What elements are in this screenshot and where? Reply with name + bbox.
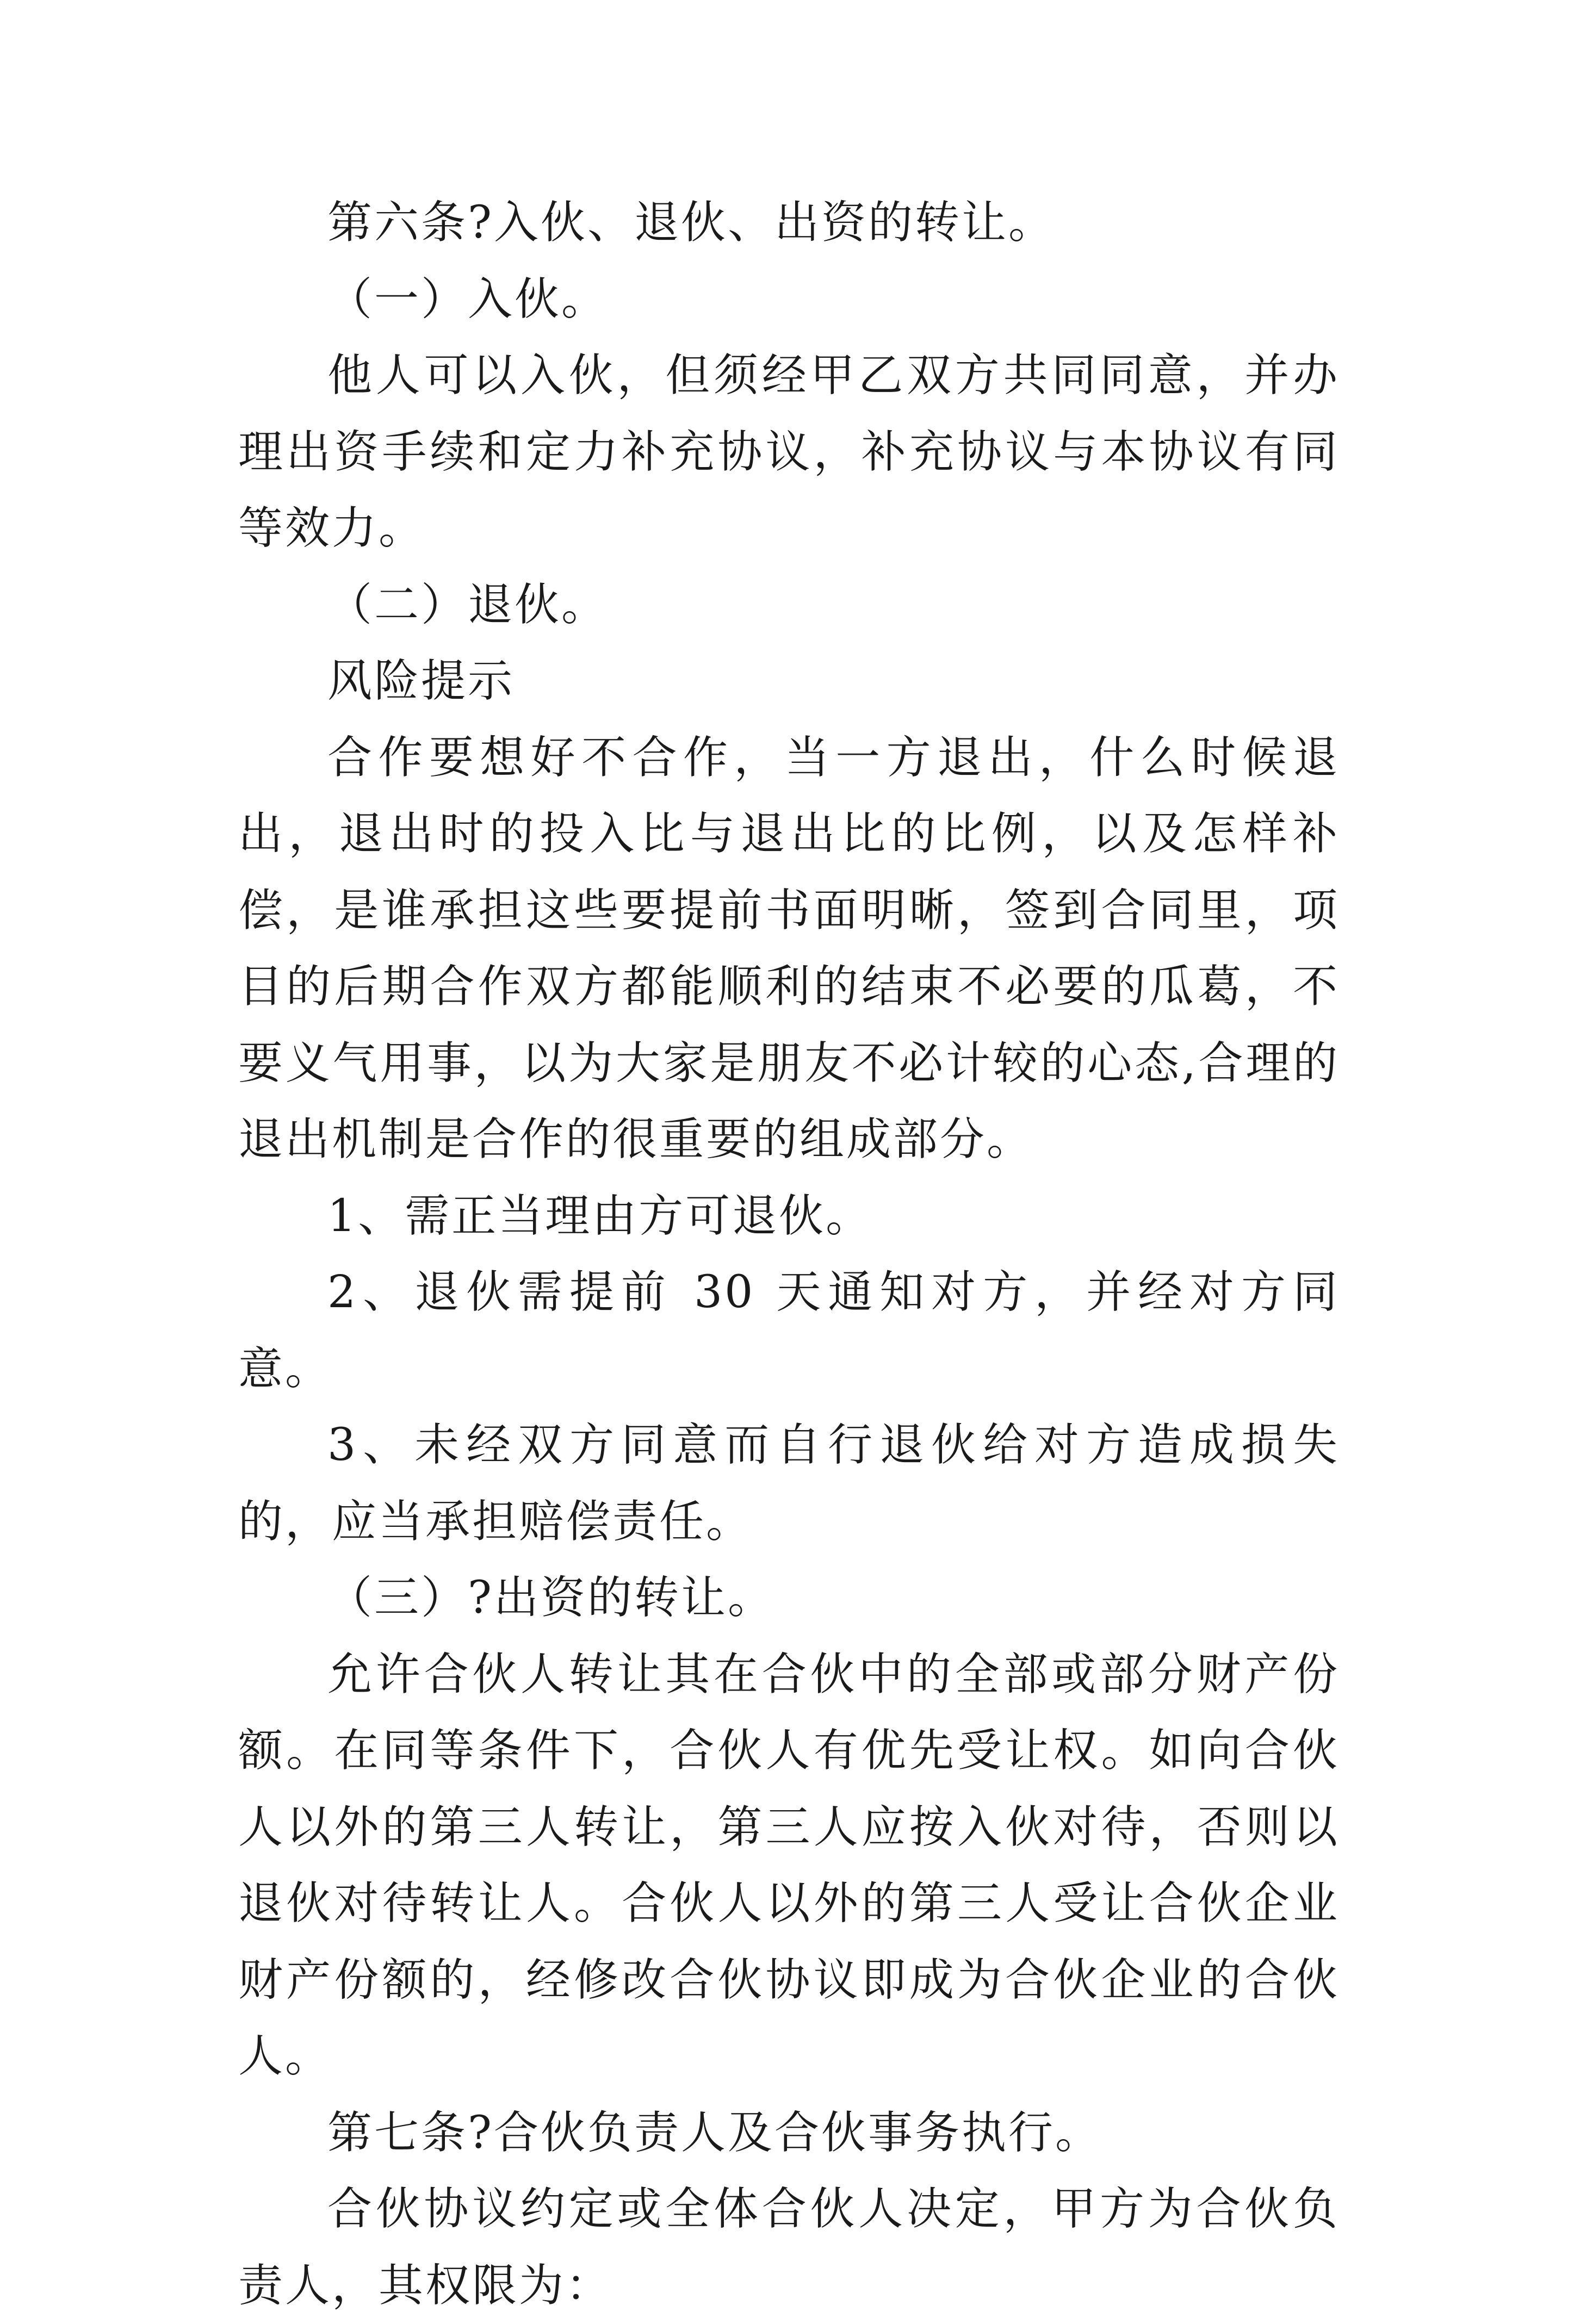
risk-notice-heading: 风险提示 [327, 655, 515, 707]
section-2-heading: （二）退伙。 [327, 579, 609, 631]
withdrawal-item-3: 3、未经双方同意而自行退伙给对方造成损失的，应当承担赔偿责任。 [238, 1419, 1340, 1548]
article-7-heading: 第七条?合伙负责人及合伙事务执行。 [327, 2106, 1102, 2159]
responsible-partner-paragraph: 合伙协议约定或全体合伙人决定，甲方为合伙负责人，其权限为： [238, 2183, 1340, 2311]
document-body [238, 185, 1340, 2324]
withdrawal-item-1: 1、需正当理由方可退伙。 [327, 1190, 873, 1242]
article-6-heading: 第六条?入伙、退伙、出资的转让。 [327, 197, 1055, 248]
admission-paragraph: 他人可以入伙，但须经甲乙双方共同同意，并办理出资手续和定力补充协议，补充协议与本协议有同等效力。 [238, 350, 1340, 554]
risk-notice-paragraph: 合作要想好不合作，当一方退出，什么时候退出，退出时的投入比与退出比的比例，以及怎样补偿，是谁承担这些要提前书面明晰，签到合同里，项目的后期合作双方都能顺利的结束不必要的瓜葛，不要义气用事，以为大家是朋友不必计较的心态,合理的退出机制是合作的很重要的组成部分。 [238, 731, 1340, 1165]
transfer-paragraph: 允许合伙人转让其在合伙中的全部或部分财产份额。在同等条件下，合伙人有优先受让权。如向合伙人以外的第三人转让，第三人应按入伙对待，否则以退伙对待转让人。合伙人以外的第三人受让合伙企业财产份额的，经修改合伙协议即成为合伙企业的合伙人。 [238, 1648, 1340, 2082]
section-3-heading: （三）?出资的转让。 [327, 1572, 774, 1624]
withdrawal-item-2: 2、退伙需提前 30 天通知对方，并经对方同意。 [238, 1266, 1340, 1395]
section-1-heading: （一）入伙。 [327, 273, 609, 325]
